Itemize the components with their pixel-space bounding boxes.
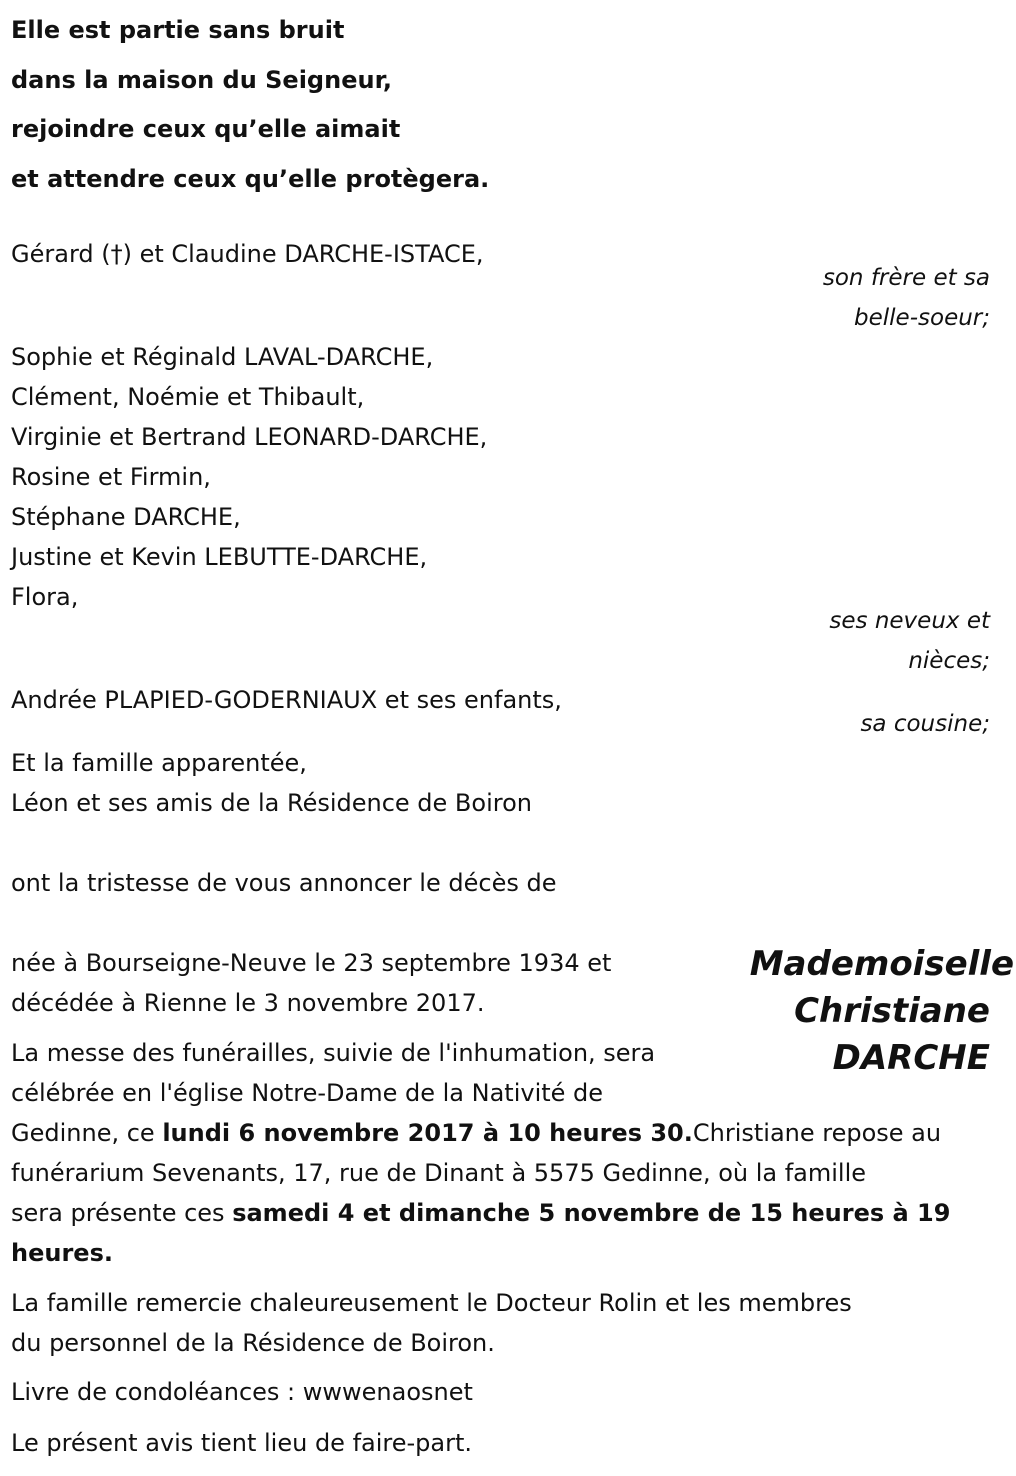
list-item: Flora, — [11, 583, 79, 611]
role-line: nièces; — [908, 648, 990, 674]
list-item: Clément, Noémie et Thibault, — [11, 383, 365, 411]
list-item: Sophie et Réginald LAVAL-DARCHE, — [11, 343, 434, 371]
poem-line: dans la maison du Seigneur, — [11, 65, 392, 94]
text-line: funérarium Sevenants, 17, rue de Dinant à 5575 Gedinne, où la famille — [11, 1159, 867, 1187]
epitaph-poem — [11, 6, 489, 204]
text-span: Gedinne, ce — [11, 1119, 163, 1147]
nephews-role — [829, 601, 990, 681]
brother-line: Gérard (†) et Claudine DARCHE-ISTACE, — [11, 240, 484, 268]
birth-death-text — [11, 943, 611, 1023]
cousin-role: sa cousine; — [860, 711, 990, 737]
poem-line: et attendre ceux qu’elle protègera. — [11, 164, 490, 193]
role-line: ses neveux et — [829, 608, 990, 634]
list-item: Rosine et Firmin, — [11, 463, 211, 491]
announcement-text: ont la tristesse de vous annoncer le décès de — [11, 869, 557, 897]
text-line: née à Bourseigne-Neuve le 23 septembre 1934 et — [11, 949, 612, 977]
list-item: Et la famille apparentée, — [11, 749, 307, 777]
text-line: La famille remercie chaleureusement le Docteur Rolin et les membres — [11, 1289, 852, 1317]
text-line: célébrée en l'église Notre-Dame de la Nativité de — [11, 1079, 604, 1107]
role-line: belle-soeur; — [854, 305, 990, 331]
text-span: sera présente ces — [11, 1199, 233, 1227]
visitation-dates-end: heures. — [11, 1239, 113, 1267]
text-line: La messe des funérailles, suivie de l'inhumation, sera — [11, 1039, 656, 1067]
name-line: Mademoiselle — [749, 944, 1014, 984]
text-line — [11, 1193, 1001, 1233]
text-line — [11, 1233, 1001, 1273]
brother-role — [823, 258, 990, 338]
notice-line: Le présent avis tient lieu de faire-part. — [11, 1429, 473, 1457]
list-item: Stéphane DARCHE, — [11, 503, 241, 531]
text-line: décédée à Rienne le 3 novembre 2017. — [11, 989, 485, 1017]
nephews-list — [11, 337, 487, 617]
funeral-date: lundi 6 novembre 2017 à 10 heures 30. — [162, 1119, 693, 1147]
role-line: son frère et sa — [822, 265, 990, 291]
poem-line: Elle est partie sans bruit — [11, 16, 345, 44]
list-item: Virginie et Bertrand LEONARD-DARCHE, — [11, 423, 488, 451]
text-span: Christiane repose au — [692, 1119, 942, 1147]
name-line: Christiane — [794, 991, 990, 1031]
name-line: DARCHE — [832, 1038, 990, 1078]
list-item: Justine et Kevin LEBUTTE-DARCHE, — [11, 543, 428, 571]
text-line: du personnel de la Résidence de Boiron. — [11, 1329, 495, 1357]
funeral-paragraph — [11, 1033, 1001, 1273]
poem-line: rejoindre ceux qu’elle aimait — [11, 115, 401, 143]
cousin-line: Andrée PLAPIED-GODERNIAUX et ses enfants, — [11, 686, 562, 714]
visitation-dates: samedi 4 et dimanche 5 novembre de 15 heures à 19 — [232, 1199, 951, 1227]
text-line — [11, 1113, 1001, 1153]
condolences-line: Livre de condoléances : wwwenaosnet — [11, 1378, 473, 1406]
thanks-paragraph — [11, 1283, 852, 1363]
other-family — [11, 743, 532, 823]
list-item: Léon et ses amis de la Résidence de Boiron — [11, 789, 532, 817]
